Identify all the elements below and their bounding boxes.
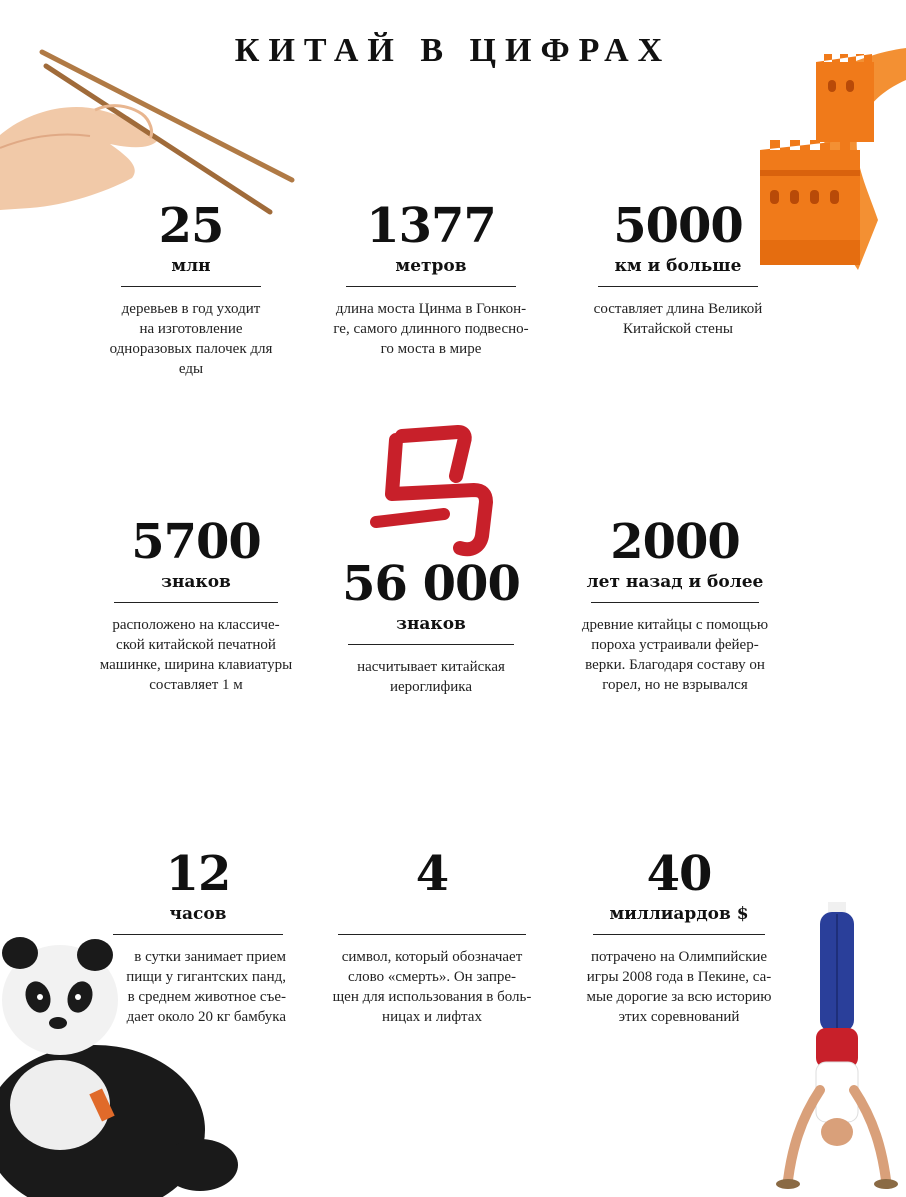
gymnast-image: [770, 900, 906, 1197]
fact-unit: миллиардов $: [609, 904, 749, 924]
fact-description: длина моста Цинма в Гонкон- ге, самого длинного подвесно- го моста в мире: [333, 301, 529, 357]
divider: [346, 286, 516, 287]
fact-number: 25: [158, 198, 224, 254]
fact-description: древние китайцы с помощью пороха устраивали фейер- верки. Благодаря составу он горел, но не взрывался: [581, 617, 769, 693]
fact-card-1: [96, 200, 286, 379]
fact-card-9: [566, 848, 792, 1027]
fact-unit: км и больше: [614, 256, 742, 276]
fact-number: 12: [165, 846, 231, 902]
divider: [114, 602, 278, 603]
fact-number: 56 000: [342, 556, 520, 612]
fact-card-2: [318, 200, 544, 359]
fact-number: 40: [646, 846, 712, 902]
fact-card-5: [330, 558, 532, 697]
fact-card-4: [82, 516, 310, 695]
divider: [593, 934, 765, 935]
divider: [591, 602, 759, 603]
divider: [338, 934, 526, 935]
fact-card-6: [562, 516, 788, 695]
fact-description: символ, который обозначает слово «смерть». Он запре- щен для использования в боль- ницах и лифтах: [332, 949, 532, 1025]
panda-image: [0, 925, 240, 1197]
divider: [348, 644, 514, 645]
fact-number: 5000: [613, 198, 743, 254]
fact-number: 4: [415, 846, 449, 902]
fact-description: составляет длина Великой Китайской стены: [593, 301, 763, 337]
divider: [121, 286, 261, 287]
fact-unit: [316, 904, 548, 924]
fact-description: расположено на классиче- ской китайской печатной машинке, ширина клавиатуры составляет 1 м: [99, 617, 293, 693]
fact-description: деревьев в год уходит на изготовление одноразовых палочек для еды: [109, 301, 273, 377]
page-title: КИТАЙ В ЦИФРАХ: [234, 32, 672, 69]
fact-number: 5700: [131, 514, 261, 570]
fact-unit: лет назад и более: [586, 572, 764, 592]
hanzi-horse-glyph: [366, 418, 506, 568]
divider: [598, 286, 758, 287]
fact-card-8: [316, 848, 548, 1027]
fact-unit: метров: [395, 256, 467, 276]
fact-description: потрачено на Олимпийские игры 2008 года в Пекине, са- мые дорогие за всю историю этих соревнований: [586, 949, 772, 1025]
fact-description: насчитывает китайская иероглифика: [357, 659, 505, 695]
fact-number: 2000: [610, 514, 740, 570]
fact-unit: знаков: [396, 614, 466, 634]
fact-unit: часов: [169, 904, 227, 924]
fact-number: 1377: [366, 198, 496, 254]
fact-card-3: [578, 200, 778, 339]
fact-unit: млн: [171, 256, 211, 276]
fact-unit: знаков: [161, 572, 231, 592]
fact-description: в сутки занимает прием пищи у гигантских панд, в среднем животное съе- дает около 20 кг бамбука: [126, 949, 286, 1025]
